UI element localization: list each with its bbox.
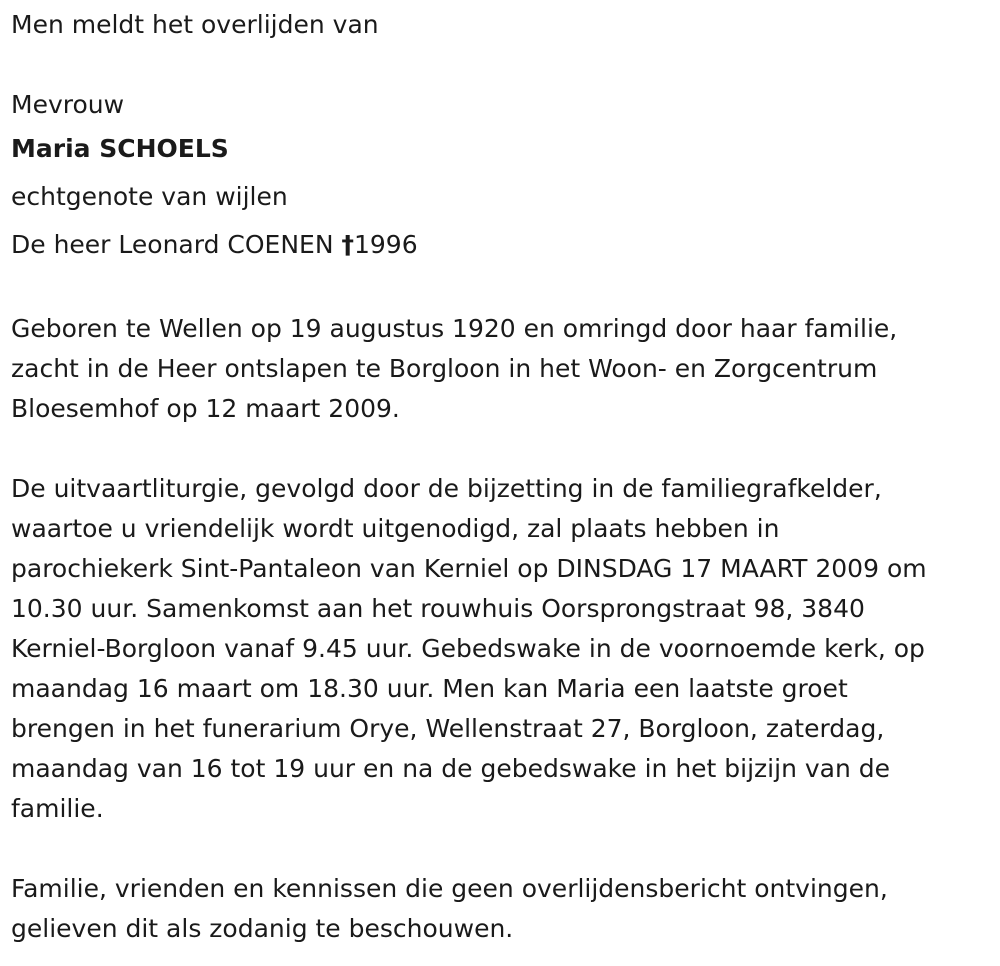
paragraph-line: De uitvaartliturgie, gevolgd door de bijzetting in de familiegrafkelder,: [11, 474, 882, 503]
closing-paragraph: [11, 869, 986, 949]
spouse-death-year: 1996: [353, 230, 418, 259]
spouse-line: [11, 221, 996, 269]
salutation: Mevrouw: [11, 90, 125, 119]
paragraph-line: familie.: [11, 794, 104, 823]
paragraph-line: parochiekerk Sint-Pantaleon van Kerniel op DINSDAG 17 MAART 2009 om: [11, 554, 927, 583]
intro-text: Men meldt het overlijden van: [11, 10, 379, 39]
funeral-paragraph: [11, 469, 986, 829]
relation-text: echtgenote van wijlen: [11, 182, 288, 211]
paragraph-line: Familie, vrienden en kennissen die geen overlijdensbericht ontvingen,: [11, 874, 888, 903]
deceased-name: Maria SCHOELS: [11, 134, 229, 163]
paragraph-line: gelieven dit als zodanig te beschouwen.: [11, 914, 514, 943]
paragraph-line: Bloesemhof op 12 maart 2009.: [11, 394, 400, 423]
cross-icon: †: [341, 230, 354, 259]
spacer: [11, 269, 996, 309]
paragraph-line: maandag van 16 tot 19 uur en na de gebedswake in het bijzijn van de: [11, 754, 891, 783]
spacer: [11, 45, 996, 85]
paragraph-line: zacht in de Heer ontslapen te Borgloon in het Woon- en Zorgcentrum: [11, 354, 878, 383]
paragraph-line: Geboren te Wellen op 19 augustus 1920 en omringd door haar familie,: [11, 314, 898, 343]
spouse-name: De heer Leonard COENEN: [11, 230, 334, 259]
spacer: [11, 829, 996, 869]
paragraph-line: waartoe u vriendelijk wordt uitgenodigd, zal plaats hebben in: [11, 514, 780, 543]
paragraph-line: brengen in het funerarium Orye, Wellenstraat 27, Borgloon, zaterdag,: [11, 714, 885, 743]
paragraph-line: Kerniel-Borgloon vanaf 9.45 uur. Gebedswake in de voornoemde kerk, op: [11, 634, 925, 663]
paragraph-line: 10.30 uur. Samenkomst aan het rouwhuis Oorsprongstraat 98, 3840: [11, 594, 865, 623]
birth-death-paragraph: [11, 309, 986, 429]
paragraph-line: maandag 16 maart om 18.30 uur. Men kan Maria een laatste groet: [11, 674, 848, 703]
spacer: [11, 429, 996, 469]
